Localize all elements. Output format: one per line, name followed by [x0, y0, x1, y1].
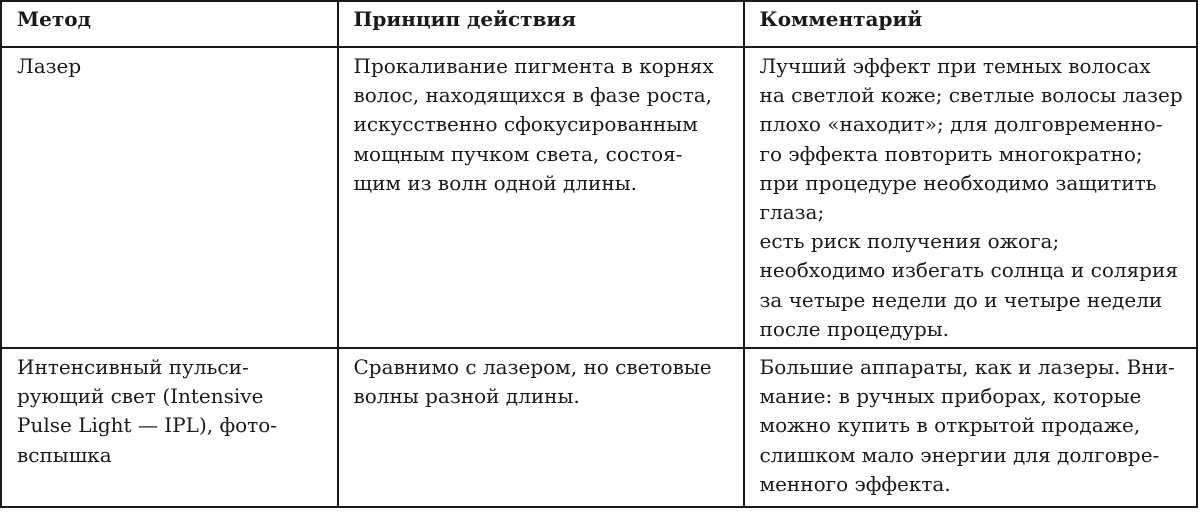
header-principle: Принцип действия — [338, 1, 744, 47]
cell-comment — [744, 348, 1197, 507]
table-header-row — [1, 1, 1197, 47]
cell-line: искусственно сфокусированным — [353, 112, 698, 137]
cell-line: Pulse Light — IPL), фото- — [17, 413, 278, 438]
cell-principle — [338, 348, 744, 507]
cell-line: после процедуры. — [759, 316, 950, 341]
cell-line: необходимо избегать солнца и солярия — [759, 258, 1178, 283]
cell-line: Сравнимо с лазером, но световые — [353, 355, 712, 380]
cell-line: при процедуре необходимо защитить — [759, 170, 1157, 195]
cell-line: вспышка — [17, 442, 112, 467]
cell-line: можно купить в открытой продаже, — [759, 413, 1141, 438]
table-row — [1, 348, 1197, 507]
cell-line: слишком мало энергии для долговре- — [759, 442, 1160, 467]
cell-method — [1, 47, 338, 348]
header-method: Метод — [1, 1, 338, 47]
cell-line: мание: в ручных приборах, которые — [759, 384, 1142, 409]
cell-principle — [338, 47, 744, 348]
cell-line: волны разной длины. — [353, 384, 580, 409]
cell-line: Большие аппараты, как и лазеры. Вни- — [759, 355, 1175, 380]
cell-comment — [744, 47, 1197, 348]
cell-method — [1, 348, 338, 507]
cell-line: Прокаливание пигмента в корнях — [353, 54, 714, 78]
cell-line: мощным пучком света, состоя- — [353, 141, 683, 166]
cell-line: за четыре недели до и четыре недели — [759, 287, 1163, 312]
cell-line: на светлой коже; светлые волосы лазер — [759, 83, 1183, 108]
cell-line: го эффекта повторить многократно; — [759, 141, 1143, 166]
cell-line: глаза; — [759, 200, 825, 225]
cell-line: волос, находящихся в фазе роста, — [353, 83, 713, 108]
header-comment: Комментарий — [744, 1, 1197, 47]
cell-line: рующий свет (Intensive — [17, 384, 264, 409]
cell-line: есть риск получения ожога; — [759, 229, 1060, 254]
cell-line: щим из волн одной длины. — [353, 170, 637, 195]
table-row — [1, 47, 1197, 348]
cell-line: менного эффекта. — [759, 471, 951, 496]
cell-line: Интенсивный пульси- — [17, 355, 249, 380]
cell-line: Лазер — [17, 54, 82, 78]
cell-line: Лучший эффект при темных волосах — [759, 54, 1151, 78]
cell-line: плохо «находит»; для долговременно- — [759, 112, 1163, 137]
